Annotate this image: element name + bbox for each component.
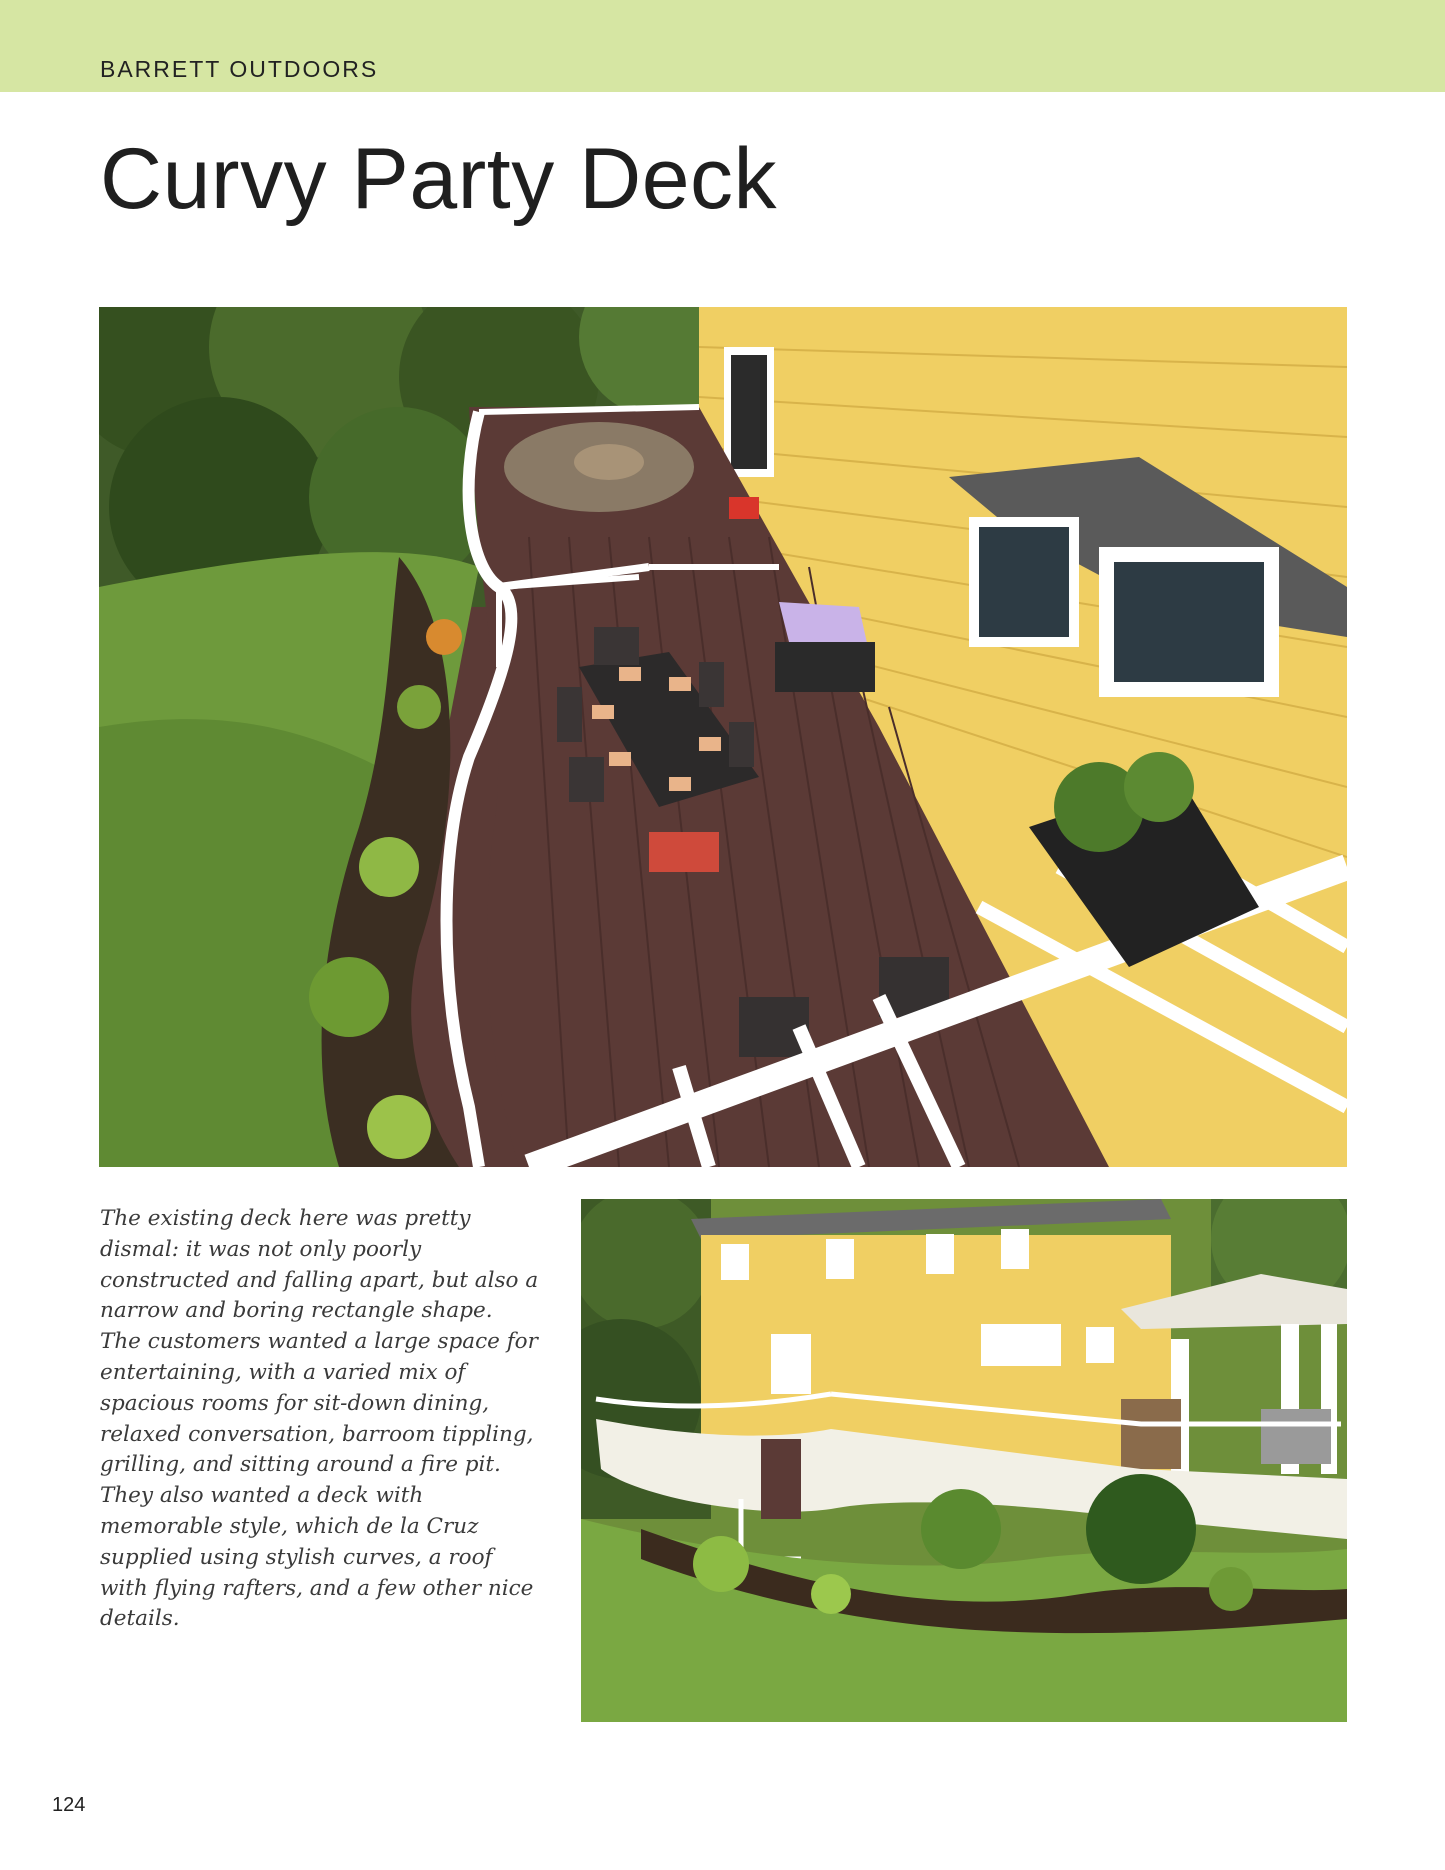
header-band	[0, 0, 1445, 92]
house-exterior-photo	[581, 1199, 1347, 1722]
section-label: BARRETT OUTDOORS	[100, 56, 379, 82]
page-number: 124	[52, 1794, 86, 1816]
page-title: Curvy Party Deck	[100, 131, 778, 227]
deck-aerial-photo	[99, 307, 1347, 1167]
caption-text: The existing deck here was pretty dismal: it was not only poorly constructed and falling apart, but also a narrow and boring rectangle shape. The customers wanted a large space for entertaining, with a varied mix of spacious rooms for sit-down dining, relaxed conversation, barroom tippling, grilling, and sitting around a fire pit. They also wanted a deck with memorable style, which de la Cruz supplied using stylish curves, a roof with flying rafters, and a few other nice details.	[100, 1206, 539, 1632]
